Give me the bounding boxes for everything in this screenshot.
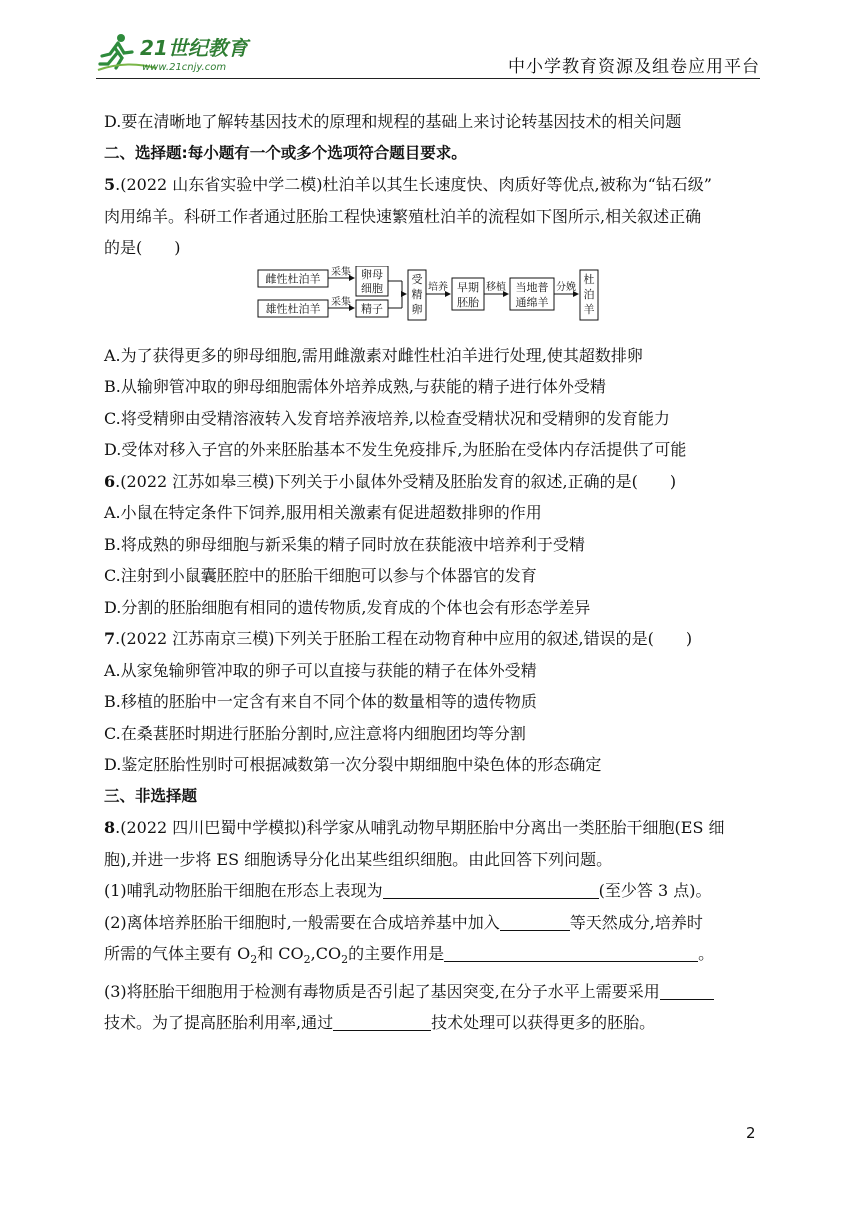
- label-collect-2: 采集: [331, 296, 351, 308]
- subscript-co2-a: 2: [303, 953, 311, 967]
- flow-diagram: [256, 266, 608, 332]
- label-egg-1: 卵母: [361, 267, 383, 281]
- label-early-1: 早期: [457, 280, 479, 294]
- q4-option-d: D.要在清晰地了解转基因技术的原理和规程的基础上来讨论转基因技术的相关问题: [104, 112, 682, 131]
- q8-part2-line1: [104, 907, 756, 939]
- label-transfer: 移植: [486, 281, 506, 293]
- logo: [96, 30, 266, 76]
- q8-p2-text: (2)离体培养胚胎干细胞时,一般需要在合成培养基中加入: [104, 912, 500, 932]
- q8-p2-role: 的主要作用是: [348, 944, 445, 963]
- q8-p1-tail: (至少答 3 点)。: [598, 881, 712, 900]
- label-zygote-2: 精: [411, 287, 423, 301]
- label-zygote-1: 受: [411, 272, 423, 286]
- label-early-2: 胚胎: [457, 295, 479, 309]
- label-male-sheep: 雄性杜泊羊: [265, 302, 321, 315]
- q7-text: .(2022 江苏南京三模)下列关于胚胎工程在动物育种中应用的叙述,错误的是( ): [115, 629, 693, 648]
- q7-option-d: D.鉴定胚胎性别时可根据减数第一次分裂中期细胞中染色体的形态确定: [104, 755, 602, 774]
- q8-text1: .(2022 四川巴蜀中学模拟)科学家从哺乳动物早期胚胎中分离出一类胚胎干细胞(ES 细: [115, 818, 725, 837]
- q8-number: 8: [104, 818, 116, 837]
- q6-number: 6: [104, 471, 116, 491]
- label-female-sheep: 雌性杜泊羊: [265, 272, 321, 285]
- q5-stem-line1: [104, 169, 756, 201]
- q8-p2-end: 。: [698, 944, 715, 963]
- label-result-2: 泊: [583, 287, 595, 301]
- logo-text: 21世纪教育: [140, 36, 248, 60]
- q5-option-a: A.为了获得更多的卵母细胞,需用雌激素对雌性杜泊羊进行处理,使其超数排卵: [104, 345, 643, 365]
- page-content: [104, 106, 756, 1039]
- section-heading-2: 二、选择题:每小题有一个或多个选项符合题目要求。: [104, 143, 467, 162]
- answer-blank-2[interactable]: [500, 912, 570, 931]
- label-zygote-3: 卵: [411, 302, 423, 316]
- q8-p2-gas: 所需的气体主要有 O: [104, 944, 251, 963]
- label-local-1: 当地普: [515, 280, 549, 294]
- q8-p2-tail: 等天然成分,培养时: [569, 912, 703, 932]
- q8-p3-text: (3)将胚胎干细胞用于检测有毒物质是否引起了基因突变,在分子水平上需要采用: [104, 981, 660, 1001]
- q5-stem-line2: 肉用绵羊。科研工作者通过胚胎工程快速繁殖杜泊羊的流程如下图所示,相关叙述正确: [104, 206, 702, 226]
- q8-stem-line2: 胞),并进一步将 ES 细胞诱导分化出某些组织细胞。由此回答下列问题。: [104, 849, 613, 869]
- q8-part3-line2: [104, 1007, 756, 1039]
- q8-p3-tail: 技术处理可以获得更多的胚胎。: [431, 1013, 656, 1033]
- label-sperm: 精子: [361, 302, 383, 315]
- q7-number: 7: [104, 629, 116, 648]
- q6-option-b: B.将成熟的卵母细胞与新采集的精子同时放在获能液中培养利于受精: [104, 534, 585, 554]
- q5-option-d: D.受体对移入子宫的外来胚胎基本不发生免疫排斥,为胚胎在受体内存活提供了可能: [104, 440, 687, 459]
- label-culture: 培养: [428, 281, 448, 293]
- label-egg-2: 细胞: [361, 281, 383, 295]
- subscript-co2-b: 2: [341, 953, 349, 967]
- page-number: 2: [746, 1124, 756, 1142]
- subscript-o2: 2: [250, 953, 258, 967]
- q8-part1: [104, 875, 756, 907]
- q5-stem-line3: 的是( ): [104, 238, 181, 257]
- q5-flow-diagram-area: [104, 266, 756, 336]
- q5-option-b: B.从输卵管冲取的卵母细胞需体外培养成熟,与获能的精子进行体外受精: [104, 377, 606, 396]
- q8-part3-line1: [104, 976, 756, 1008]
- answer-blank-5[interactable]: [333, 1012, 431, 1031]
- q6-text: .(2022 江苏如皋三模)下列关于小鼠体外受精及胚胎发育的叙述,正确的是( ): [115, 471, 677, 491]
- q6-stem: [104, 466, 756, 498]
- q6-option-a: A.小鼠在特定条件下饲养,服用相关激素有促进超数排卵的作用: [104, 503, 542, 522]
- q7-option-a: A.从家兔输卵管冲取的卵子可以直接与获能的精子在体外受精: [104, 660, 537, 680]
- q5-option-c: C.将受精卵由受精溶液转入发育培养液培养,以检查受精状况和受精卵的发育能力: [104, 408, 670, 428]
- label-local-2: 通绵羊: [515, 295, 549, 309]
- label-collect-1: 采集: [331, 266, 351, 278]
- label-birth: 分娩: [556, 281, 576, 293]
- answer-blank-3[interactable]: [444, 943, 698, 962]
- q7-stem: [104, 623, 756, 655]
- q5-text1: .(2022 山东省实验中学二模)杜泊羊以其生长速度快、肉质好等优点,被称为“钻石级”: [115, 175, 712, 194]
- q7-option-b: B.移植的胚胎中一定含有来自不同个体的数量相等的遗传物质: [104, 692, 537, 711]
- q8-p1-text: (1)哺乳动物胚胎干细胞在形态上表现为: [104, 881, 383, 900]
- q6-option-d: D.分割的胚胎细胞有相同的遗传物质,发育成的个体也会有形态学差异: [104, 597, 591, 617]
- q5-number: 5: [104, 175, 116, 194]
- site-name: 中小学教育资源及组卷应用平台: [508, 57, 760, 77]
- page-header: [96, 30, 760, 79]
- q7-option-c: C.在桑葚胚时期进行胚胎分割时,应注意将内细胞团均等分割: [104, 723, 526, 743]
- label-result-3: 羊: [583, 302, 595, 316]
- q8-p2-co2b: ,CO: [310, 944, 342, 963]
- answer-blank-4[interactable]: [660, 981, 714, 1000]
- q6-option-c: C.注射到小鼠囊胚腔中的胚胎干细胞可以参与个体器官的发育: [104, 566, 537, 585]
- answer-blank-1[interactable]: [383, 880, 599, 899]
- q8-stem-line1: [104, 812, 756, 844]
- q8-part2-line2: [104, 938, 756, 976]
- label-result-1: 杜: [583, 272, 595, 286]
- q8-p2-co2: 和 CO: [257, 944, 304, 963]
- logo-url: www.21cnjy.com: [142, 62, 227, 73]
- section-heading-3: 三、非选择题: [104, 786, 198, 805]
- q8-p3-mid: 技术。为了提高胚胎利用率,通过: [104, 1013, 334, 1033]
